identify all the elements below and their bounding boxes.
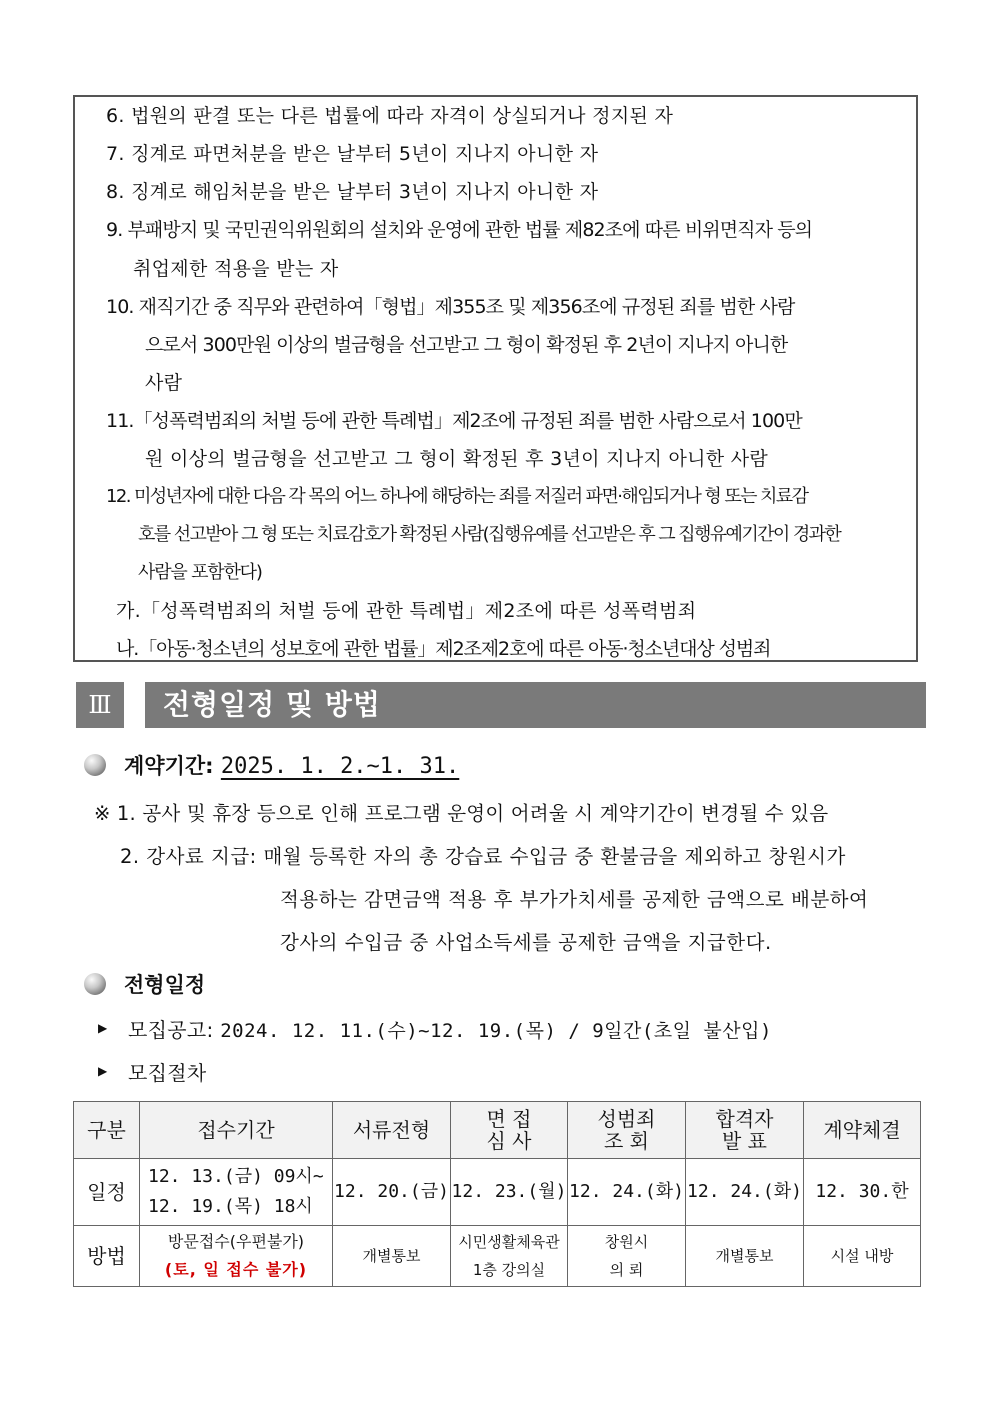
schedule-heading: 전형일정 — [124, 973, 206, 997]
cell-announcement-date: 12. 24.(화) — [686, 1159, 804, 1226]
receipt-method-warning: (토, 일 접수 불가) — [164, 1260, 308, 1279]
header-category: 구분 — [74, 1102, 140, 1159]
row-label-method: 방법 — [74, 1226, 140, 1287]
cell-contract-date: 12. 30.한 — [804, 1159, 921, 1226]
contract-note-2: 2. 강사료 지급: 매월 등록한 자의 총 강습료 수입금 중 환불금을 제외하고 창원시가 — [120, 845, 846, 868]
box-item-12-na: 나.「아동·청소년의 성보호에 관한 법률」제2조제2호에 따른 아동·청소년대상 성범죄 — [116, 638, 771, 660]
contract-period: 2025. 1. 2.~1. 31. — [220, 754, 460, 779]
header-announcement: 합격자 발 표 — [686, 1102, 804, 1159]
section-number: Ⅲ — [76, 682, 124, 728]
cell-crime-check-date: 12. 24.(화) — [568, 1159, 686, 1226]
recruit-notice-label: 모집공고: — [128, 1018, 214, 1042]
cell-document-date: 12. 20.(금) — [333, 1159, 451, 1226]
box-item-10-cont2: 사람 — [145, 372, 183, 394]
box-item-6: 6. 법원의 판결 또는 다른 법률에 따라 자격이 상실되거나 정지된 자 — [106, 105, 674, 127]
box-item-12-ga: 가.「성폭력범죄의 처벌 등에 관한 특례법」제2조에 따른 성폭력범죄 — [116, 600, 697, 622]
cell-announcement-method: 개별통보 — [686, 1226, 804, 1287]
box-item-11: 11.「성폭력범죄의 처벌 등에 관한 특례법」제2조에 규정된 죄를 범한 사람으로서 100만 — [106, 410, 802, 432]
header-document-screening: 서류전형 — [333, 1102, 451, 1159]
recruit-procedure-label: 모집절차 — [128, 1061, 207, 1085]
cell-crime-check-method: 창원시 의 뢰 — [568, 1226, 686, 1287]
table-header-row — [74, 1102, 921, 1159]
header-receipt-period: 접수기간 — [140, 1102, 333, 1159]
sphere-bullet-icon — [84, 754, 106, 776]
sphere-bullet-icon — [84, 973, 106, 995]
triangle-bullet-icon: ▶ — [98, 1064, 108, 1078]
box-item-10: 10. 재직기간 중 직무와 관련하여「형법」제355조 및 제356조에 규정된 죄를 범한 사람 — [106, 296, 795, 318]
box-item-12: 12. 미성년자에 대한 다음 각 목의 어느 하나에 해당하는 죄를 저질러 파면·해임되거나 형 또는 치료감 — [106, 486, 808, 507]
box-item-9-cont: 취업제한 적용을 받는 자 — [133, 258, 339, 280]
contract-note-2-cont2: 강사의 수입금 중 사업소득세를 공제한 금액을 지급한다. — [280, 931, 772, 954]
row-label-schedule: 일정 — [74, 1159, 140, 1226]
header-interview: 면 접 심 사 — [451, 1102, 568, 1159]
box-item-8: 8. 징계로 해임처분을 받은 날부터 3년이 지나지 아니한 자 — [106, 181, 599, 203]
cell-interview-place: 시민생활체육관 1층 강의실 — [451, 1226, 568, 1287]
receipt-method-line1: 방문접수(우편불가) — [167, 1232, 305, 1251]
header-contract: 계약체결 — [804, 1102, 921, 1159]
contract-heading — [124, 750, 459, 780]
recruit-notice — [128, 1014, 772, 1043]
cell-document-method: 개별통보 — [333, 1226, 451, 1287]
section-header-bar — [145, 682, 926, 728]
recruit-notice-value: 2024. 12. 11.(수)~12. 19.(목) / 9일간(초일 불산입) — [220, 1020, 772, 1042]
header-crime-check: 성범죄 조 회 — [568, 1102, 686, 1159]
cell-receipt-period: 12. 13.(금) 09시~ 12. 19.(목) 18시 — [140, 1159, 333, 1226]
box-item-9: 9. 부패방지 및 국민권익위원회의 설치와 운영에 관한 법률 제82조에 따른 비위면직자 등의 — [106, 219, 813, 241]
recruitment-schedule-table — [73, 1101, 921, 1287]
box-item-11-cont: 원 이상의 벌금형을 선고받고 그 형이 확정된 후 3년이 지나지 아니한 사람 — [145, 448, 769, 470]
triangle-bullet-icon: ▶ — [98, 1021, 108, 1035]
section-title: 전형일정 및 방법 — [163, 688, 381, 721]
cell-receipt-method — [140, 1226, 333, 1287]
cell-contract-method: 시설 내방 — [804, 1226, 921, 1287]
cell-interview-date: 12. 23.(월) — [451, 1159, 568, 1226]
table-row — [74, 1159, 921, 1226]
box-item-12-cont2: 사람을 포함한다) — [138, 562, 262, 583]
contract-note-1: ※ 1. 공사 및 휴장 등으로 인해 프로그램 운영이 어려울 시 계약기간이 변경될 수 있음 — [94, 802, 829, 825]
contract-note-2-cont1: 적용하는 감면금액 적용 후 부가가치세를 공제한 금액으로 배분하여 — [280, 888, 869, 911]
box-item-7: 7. 징계로 파면처분을 받은 날부터 5년이 지나지 아니한 자 — [106, 143, 599, 165]
box-item-12-cont1: 호를 선고받아 그 형 또는 치료감호가 확정된 사람(집행유예를 선고받은 후 그 집행유예기간이 경과한 — [138, 524, 841, 545]
box-item-10-cont1: 으로서 300만원 이상의 벌금형을 선고받고 그 형이 확정된 후 2년이 지나지 아니한 — [145, 334, 788, 356]
contract-label: 계약기간: — [124, 754, 214, 778]
table-row — [74, 1226, 921, 1287]
